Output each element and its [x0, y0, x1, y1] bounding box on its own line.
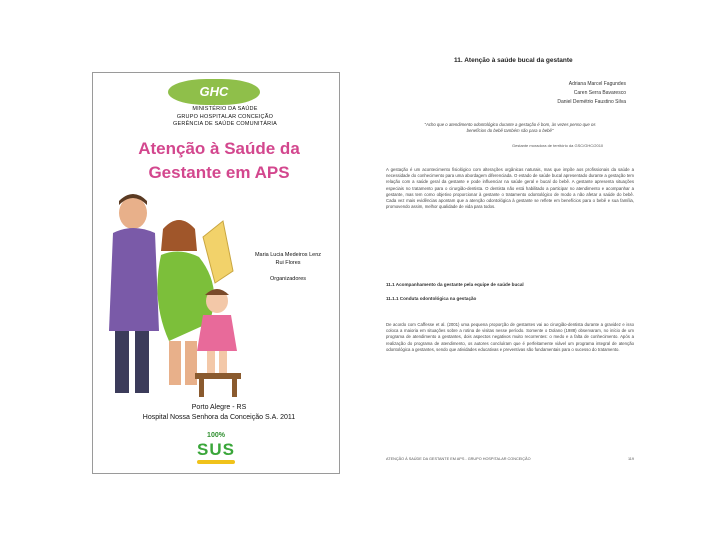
- sus-text: SUS: [197, 440, 235, 459]
- book-cover: [92, 72, 340, 474]
- cover-author: Rui Flores: [275, 260, 301, 266]
- cover-imprint: [103, 403, 335, 423]
- chapter-author: Adriana Marcel Fagundes: [568, 81, 626, 87]
- org-line: GERÊNCIA DE SAÚDE COMUNITÁRIA: [173, 121, 277, 127]
- epigraph: "Acho que o atendimento odontológico durante a gestação é bom, às vezes penso que os benefícios do bebê também são para o bebê": [424, 122, 596, 133]
- document-page: [382, 50, 640, 470]
- section-heading: 11.1 Acompanhamento da gestante pela equipe de saúde bucal: [386, 282, 524, 287]
- epigraph-source: Gestante moradora de território da GSC/GHC/2010: [512, 143, 604, 148]
- cover-city: Porto Alegre - RS: [191, 404, 247, 411]
- org-line: GRUPO HOSPITALAR CONCEIÇÃO: [176, 113, 274, 120]
- ghc-logo: GHC: [168, 79, 260, 105]
- family-illustration: [99, 191, 269, 401]
- chapter-authors: [557, 80, 626, 107]
- cover-title-line: Atenção à Saúde da: [138, 139, 300, 158]
- chapter-title: 11. Atenção à saúde bucal da gestante: [454, 57, 573, 64]
- page-footer: [386, 456, 634, 462]
- chapter-author: Caren Serra Bavaresco: [573, 90, 626, 96]
- cover-publisher: Hospital Nossa Senhora da Conceição S.A. 2011: [142, 414, 296, 421]
- footer-text: ATENÇÃO À SAÚDE DA GESTANTE EM APS - GRUPO HOSPITALAR CONCEIÇÃO: [386, 457, 531, 461]
- cover-organization: [145, 106, 305, 129]
- sus-underline: [197, 460, 235, 464]
- intro-paragraph: A gestação é um acontecimento fisiológico com alterações orgânicas naturais, mas que impõe aos profissionais da saúde a necessidade do conhecimento para uma abordagem diferenciada. O estado de saúde bucal apresentado durante a gestação tem relação com a saúde geral da gestante e pode influenciar na saúde geral e bucal do bebê. A gestante apresenta situações especiais no tratamento para o cirurgião-dentista. O dentista não está habilitado a participar no atendimento e acompanhar a gestante, mas tem como objetivo proporcionar à gestante o tratamento odontológico de modo a não afetar a saúde do bebê. Cada vez mais evidências apontam que a atenção odontológica à gestante se reflete em benefícios para o bebê e sua família, promovendo assim, melhor qualidade de vida para todos.: [386, 167, 634, 210]
- sus-percent: 100%: [207, 432, 225, 439]
- subsection-heading: 11.1.1 Conduta odontológica na gestação: [386, 296, 477, 301]
- org-line: MINISTÉRIO DA SAÚDE: [192, 106, 258, 112]
- cover-title: [103, 137, 335, 185]
- cover-authors: [241, 251, 335, 283]
- sus-logo: [191, 431, 241, 469]
- page-number: 119: [627, 457, 634, 461]
- chapter-author: Daniel Demétrio Faustino Silva: [557, 99, 626, 105]
- cover-author: Maria Lucia Medeiros Lenz: [254, 252, 322, 258]
- cover-organizers: Organizadores: [269, 276, 307, 282]
- body-paragraph: De acordo com Caffesse et al. (2001) uma pequena proporção de gestantes vai ao cirurgião-dentista durante a gravidez e isso coloca a maioria em situações sobre a rotina de visitas nesse período. Somente o Dolano (1988) observaram, no início de um programa de atendimento a gestantes, dois aspectos negativos muito recorrentes: o medo e a falta de conhecimento. Após a realização do programa de atendimento, os autores concluíram que é perfeitamente viável um programa integral de atenção odontológica a gestantes, sendo que atividades educativas e preventivas são fundamentais para o sucesso do tratamento.: [386, 322, 634, 352]
- cover-title-line: Gestante em APS: [148, 163, 290, 182]
